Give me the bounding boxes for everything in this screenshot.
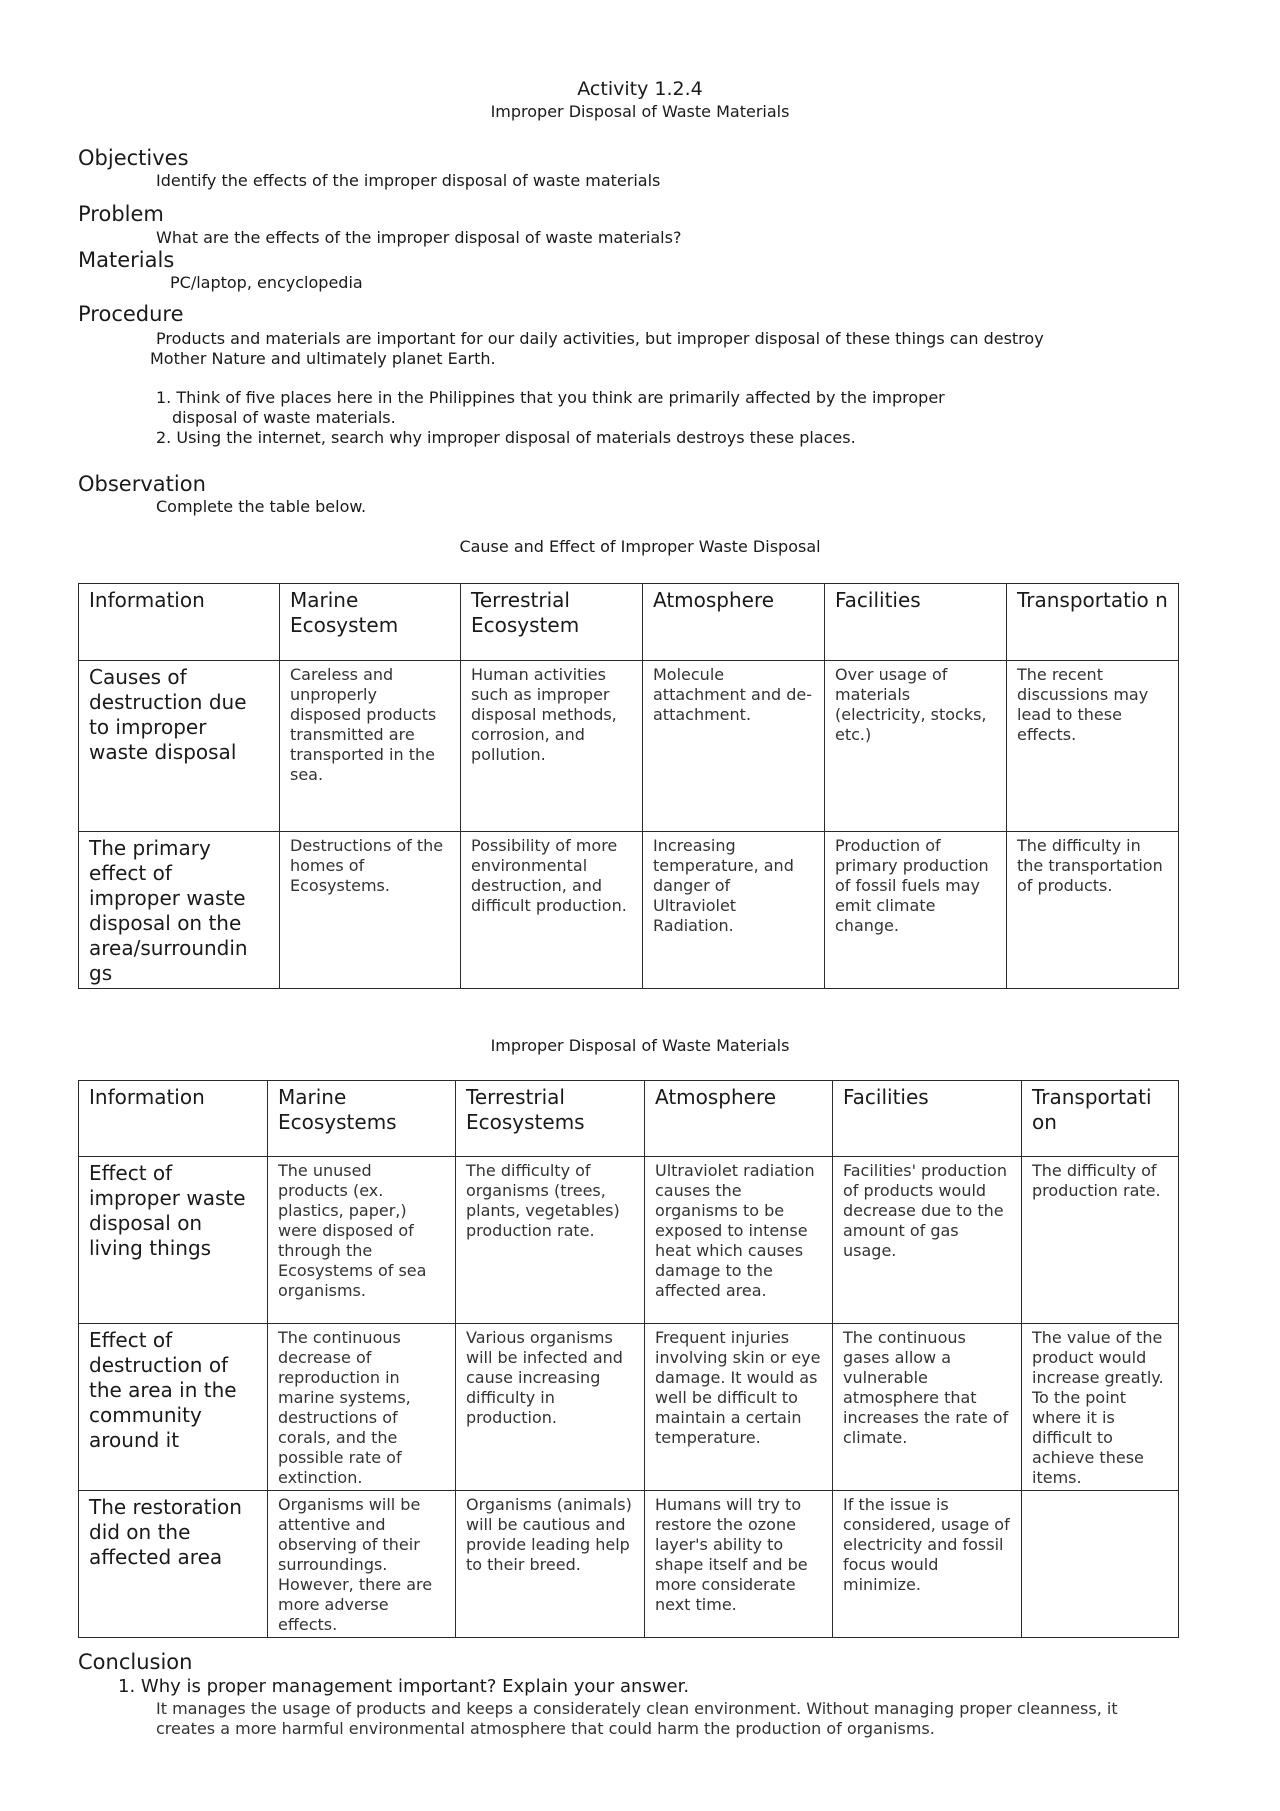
table-header-cell: Terrestrial Ecosystem bbox=[461, 584, 643, 661]
conclusion-question: 1. Why is proper management important? Explain your answer. bbox=[118, 1676, 690, 1697]
conclusion-heading: Conclusion bbox=[78, 1650, 193, 1674]
table-cell: Human activities such as improper disposal methods, corrosion, and pollution. bbox=[461, 661, 643, 832]
table-row bbox=[79, 1157, 1179, 1324]
table-header-cell: Atmosphere bbox=[643, 584, 825, 661]
table-cell: Molecule attachment and de-attachment. bbox=[643, 661, 825, 832]
table-cell: Organisms will be attentive and observing of their surroundings. However, there are more adverse effects. bbox=[268, 1491, 456, 1638]
table-cell: Possibility of more environmental destruction, and difficult production. bbox=[461, 832, 643, 989]
table-header-cell: Facilities bbox=[833, 1081, 1022, 1157]
table-cell: The difficulty of production rate. bbox=[1022, 1157, 1179, 1324]
page-subtitle: Improper Disposal of Waste Materials bbox=[490, 102, 790, 121]
table-cell: Careless and unproperly disposed products transmitted are transported in the sea. bbox=[280, 661, 461, 832]
objectives-heading: Objectives bbox=[78, 146, 189, 170]
table-cell: Ultraviolet radiation causes the organisms to be exposed to intense heat which causes damage to the affected area. bbox=[645, 1157, 833, 1324]
materials-heading: Materials bbox=[78, 248, 175, 272]
row-label: Causes of destruction due to improper waste disposal bbox=[79, 661, 280, 832]
table-header-cell: Facilities bbox=[825, 584, 1007, 661]
table-cell: Production of primary production of fossil fuels may emit climate change. bbox=[825, 832, 1007, 989]
table-row bbox=[79, 661, 1179, 832]
conclusion-answer-line2: creates a more harmful environmental atmosphere that could harm the production of organisms. bbox=[156, 1719, 935, 1738]
table-cell bbox=[1022, 1491, 1179, 1638]
materials-text: PC/laptop, encyclopedia bbox=[170, 273, 363, 292]
problem-heading: Problem bbox=[78, 202, 164, 226]
table-cell: The continuous gases allow a vulnerable atmosphere that increases the rate of climate. bbox=[833, 1324, 1022, 1491]
table-cell: Various organisms will be infected and cause increasing difficulty in production. bbox=[456, 1324, 645, 1491]
cause-effect-table bbox=[78, 583, 1179, 989]
table-cell: The difficulty in the transportation of products. bbox=[1007, 832, 1179, 989]
procedure-step bbox=[156, 388, 1056, 428]
table-cell: The difficulty of organisms (trees, plants, vegetables) production rate. bbox=[456, 1157, 645, 1324]
procedure-intro-line2: Mother Nature and ultimately planet Earth. bbox=[150, 349, 496, 368]
table-header-row bbox=[79, 1081, 1179, 1157]
table-cell: If the issue is considered, usage of electricity and fossil focus would minimize. bbox=[833, 1491, 1022, 1638]
table2-caption: Improper Disposal of Waste Materials bbox=[490, 1036, 790, 1055]
table-cell: Over usage of materials (electricity, stocks, etc.) bbox=[825, 661, 1007, 832]
table-header-row bbox=[79, 584, 1179, 661]
table-cell: Increasing temperature, and danger of Ultraviolet Radiation. bbox=[643, 832, 825, 989]
table-cell: The value of the product would increase greatly. To the point where it is difficult to achieve these items. bbox=[1022, 1324, 1179, 1491]
table-cell: The unused products (ex. plastics, paper,) were disposed of through the Ecosystems of sea organisms. bbox=[268, 1157, 456, 1324]
table-header-cell: Atmosphere bbox=[645, 1081, 833, 1157]
observation-text: Complete the table below. bbox=[156, 497, 367, 516]
table-header-cell: Terrestrial Ecosystems bbox=[456, 1081, 645, 1157]
row-label: The primary effect of improper waste disposal on the area/surroundin gs bbox=[79, 832, 280, 989]
procedure-heading: Procedure bbox=[78, 302, 184, 326]
table-cell: Frequent injuries involving skin or eye damage. It would as well be difficult to maintain a certain temperature. bbox=[645, 1324, 833, 1491]
table-header-cell: Transportatio n bbox=[1007, 584, 1179, 661]
table-row bbox=[79, 832, 1179, 989]
table-cell: Destructions of the homes of Ecosystems. bbox=[280, 832, 461, 989]
improper-disposal-table bbox=[78, 1080, 1179, 1638]
problem-text: What are the effects of the improper disposal of waste materials? bbox=[156, 228, 682, 247]
table-header-cell: Information bbox=[79, 584, 280, 661]
table-header-cell: Information bbox=[79, 1081, 268, 1157]
procedure-step1-line2: disposal of waste materials. bbox=[172, 408, 396, 427]
procedure-step2: 2. Using the internet, search why improper disposal of materials destroys these places. bbox=[156, 428, 856, 447]
table-row bbox=[79, 1324, 1179, 1491]
table-cell: The continuous decrease of reproduction in marine systems, destructions of corals, and the possible rate of extinction. bbox=[268, 1324, 456, 1491]
table1-caption: Cause and Effect of Improper Waste Disposal bbox=[459, 537, 821, 556]
table-header-cell: Transportati on bbox=[1022, 1081, 1179, 1157]
page-title: Activity 1.2.4 bbox=[577, 78, 703, 100]
row-label: Effect of destruction of the area in the community around it bbox=[79, 1324, 268, 1491]
row-label: The restoration did on the affected area bbox=[79, 1491, 268, 1638]
row-label: Effect of improper waste disposal on living things bbox=[79, 1157, 268, 1324]
procedure-step1-line1: 1. Think of five places here in the Philippines that you think are primarily affected by the improper bbox=[156, 388, 945, 407]
table-cell: Humans will try to restore the ozone layer's ability to shape itself and be more considerate next time. bbox=[645, 1491, 833, 1638]
conclusion-answer-line1: It manages the usage of products and keeps a considerately clean environment. Without managing proper cleanness, it bbox=[156, 1699, 1118, 1718]
table-row bbox=[79, 1491, 1179, 1638]
procedure-steps bbox=[156, 388, 1056, 448]
table-cell: Facilities' production of products would decrease due to the amount of gas usage. bbox=[833, 1157, 1022, 1324]
table-header-cell: Marine Ecosystems bbox=[268, 1081, 456, 1157]
procedure-intro-line1: Products and materials are important for our daily activities, but improper disposal of these things can destroy bbox=[156, 329, 1044, 348]
objectives-text: Identify the effects of the improper disposal of waste materials bbox=[156, 171, 661, 190]
procedure-step bbox=[156, 428, 1056, 448]
conclusion-answer bbox=[156, 1699, 1216, 1739]
observation-heading: Observation bbox=[78, 472, 206, 496]
table-cell: The recent discussions may lead to these effects. bbox=[1007, 661, 1179, 832]
procedure-intro bbox=[150, 329, 1150, 369]
table-header-cell: Marine Ecosystem bbox=[280, 584, 461, 661]
table-cell: Organisms (animals) will be cautious and provide leading help to their breed. bbox=[456, 1491, 645, 1638]
